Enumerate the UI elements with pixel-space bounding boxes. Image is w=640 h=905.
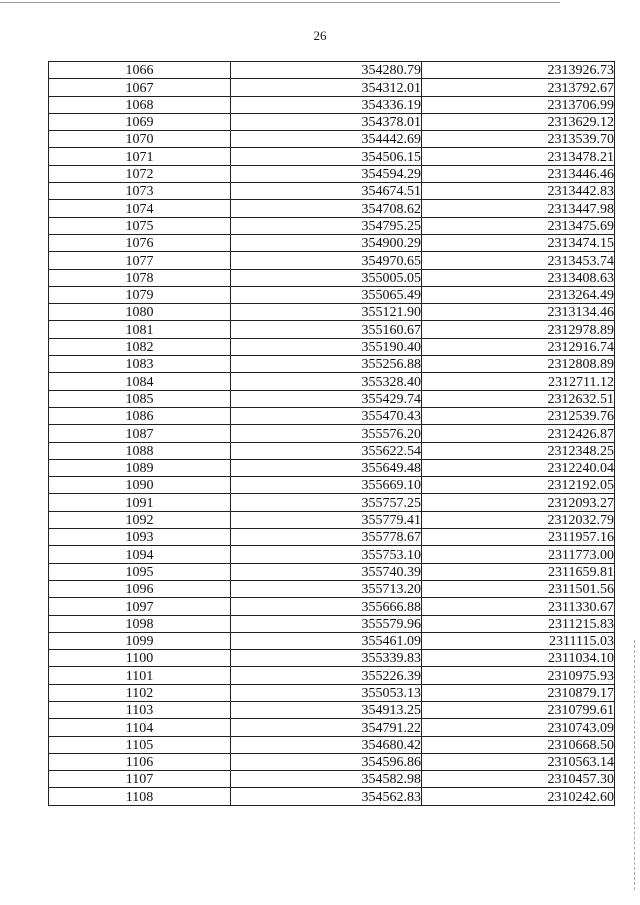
x-coordinate-cell: 354280.79 <box>231 62 422 79</box>
point-number-cell: 1066 <box>49 62 231 79</box>
x-coordinate-cell: 354900.29 <box>231 234 422 251</box>
point-number-cell: 1082 <box>49 338 231 355</box>
point-number-cell: 1073 <box>49 183 231 200</box>
point-number-cell: 1079 <box>49 286 231 303</box>
y-coordinate-cell: 2312348.25 <box>422 442 615 459</box>
x-coordinate-cell: 354562.83 <box>231 788 422 805</box>
point-number-cell: 1096 <box>49 580 231 597</box>
y-coordinate-cell: 2312711.12 <box>422 373 615 390</box>
y-coordinate-cell: 2313474.15 <box>422 234 615 251</box>
y-coordinate-cell: 2310457.30 <box>422 771 615 788</box>
y-coordinate-cell: 2312808.89 <box>422 356 615 373</box>
table-row <box>49 719 615 736</box>
y-coordinate-cell: 2313475.69 <box>422 217 615 234</box>
y-coordinate-cell: 2311330.67 <box>422 598 615 615</box>
point-number-cell: 1106 <box>49 753 231 770</box>
table-row <box>49 477 615 494</box>
table-row <box>49 96 615 113</box>
table-row <box>49 546 615 563</box>
table-row <box>49 356 615 373</box>
table-row <box>49 667 615 684</box>
x-coordinate-cell: 355779.41 <box>231 511 422 528</box>
x-coordinate-cell: 354674.51 <box>231 183 422 200</box>
x-coordinate-cell: 355339.83 <box>231 650 422 667</box>
x-coordinate-cell: 354378.01 <box>231 113 422 130</box>
table-row <box>49 217 615 234</box>
x-coordinate-cell: 354680.42 <box>231 736 422 753</box>
point-number-cell: 1087 <box>49 425 231 442</box>
x-coordinate-cell: 355328.40 <box>231 373 422 390</box>
table-row <box>49 321 615 338</box>
x-coordinate-cell: 355778.67 <box>231 529 422 546</box>
table-row <box>49 632 615 649</box>
scan-top-edge <box>0 2 560 3</box>
point-number-cell: 1101 <box>49 667 231 684</box>
x-coordinate-cell: 355160.67 <box>231 321 422 338</box>
coordinates-table <box>48 61 615 806</box>
point-number-cell: 1084 <box>49 373 231 390</box>
x-coordinate-cell: 355065.49 <box>231 286 422 303</box>
page-number: 26 <box>313 28 327 43</box>
table-row <box>49 390 615 407</box>
point-number-cell: 1080 <box>49 304 231 321</box>
scan-right-edge <box>634 640 635 890</box>
table-row <box>49 79 615 96</box>
y-coordinate-cell: 2311501.56 <box>422 580 615 597</box>
table-row <box>49 286 615 303</box>
point-number-cell: 1083 <box>49 356 231 373</box>
table-row <box>49 736 615 753</box>
table-row <box>49 511 615 528</box>
y-coordinate-cell: 2311115.03 <box>422 632 615 649</box>
y-coordinate-cell: 2313706.99 <box>422 96 615 113</box>
table-row <box>49 165 615 182</box>
x-coordinate-cell: 355470.43 <box>231 407 422 424</box>
y-coordinate-cell: 2312093.27 <box>422 494 615 511</box>
point-number-cell: 1069 <box>49 113 231 130</box>
x-coordinate-cell: 355753.10 <box>231 546 422 563</box>
x-coordinate-cell: 355622.54 <box>231 442 422 459</box>
y-coordinate-cell: 2313792.67 <box>422 79 615 96</box>
x-coordinate-cell: 355005.05 <box>231 269 422 286</box>
point-number-cell: 1103 <box>49 701 231 718</box>
x-coordinate-cell: 354506.15 <box>231 148 422 165</box>
x-coordinate-cell: 354795.25 <box>231 217 422 234</box>
x-coordinate-cell: 355256.88 <box>231 356 422 373</box>
table-row <box>49 304 615 321</box>
table-row <box>49 459 615 476</box>
point-number-cell: 1102 <box>49 684 231 701</box>
point-number-cell: 1100 <box>49 650 231 667</box>
table-row <box>49 494 615 511</box>
table-row <box>49 529 615 546</box>
point-number-cell: 1081 <box>49 321 231 338</box>
y-coordinate-cell: 2313453.74 <box>422 252 615 269</box>
table-row <box>49 563 615 580</box>
x-coordinate-cell: 354312.01 <box>231 79 422 96</box>
x-coordinate-cell: 355053.13 <box>231 684 422 701</box>
x-coordinate-cell: 354596.86 <box>231 753 422 770</box>
table-row <box>49 425 615 442</box>
x-coordinate-cell: 355649.48 <box>231 459 422 476</box>
y-coordinate-cell: 2313446.46 <box>422 165 615 182</box>
y-coordinate-cell: 2310242.60 <box>422 788 615 805</box>
x-coordinate-cell: 354791.22 <box>231 719 422 736</box>
table-row <box>49 62 615 79</box>
point-number-cell: 1077 <box>49 252 231 269</box>
table-row <box>49 598 615 615</box>
y-coordinate-cell: 2312032.79 <box>422 511 615 528</box>
x-coordinate-cell: 355740.39 <box>231 563 422 580</box>
point-number-cell: 1107 <box>49 771 231 788</box>
point-number-cell: 1070 <box>49 131 231 148</box>
x-coordinate-cell: 354970.65 <box>231 252 422 269</box>
x-coordinate-cell: 355226.39 <box>231 667 422 684</box>
x-coordinate-cell: 355121.90 <box>231 304 422 321</box>
point-number-cell: 1095 <box>49 563 231 580</box>
x-coordinate-cell: 355576.20 <box>231 425 422 442</box>
point-number-cell: 1104 <box>49 719 231 736</box>
y-coordinate-cell: 2311215.83 <box>422 615 615 632</box>
y-coordinate-cell: 2313408.63 <box>422 269 615 286</box>
y-coordinate-cell: 2310975.93 <box>422 667 615 684</box>
x-coordinate-cell: 355757.25 <box>231 494 422 511</box>
point-number-cell: 1068 <box>49 96 231 113</box>
table-row <box>49 200 615 217</box>
table-row <box>49 442 615 459</box>
point-number-cell: 1090 <box>49 477 231 494</box>
x-coordinate-cell: 355190.40 <box>231 338 422 355</box>
table-row <box>49 753 615 770</box>
x-coordinate-cell: 355666.88 <box>231 598 422 615</box>
y-coordinate-cell: 2313442.83 <box>422 183 615 200</box>
y-coordinate-cell: 2311034.10 <box>422 650 615 667</box>
y-coordinate-cell: 2312240.04 <box>422 459 615 476</box>
x-coordinate-cell: 355429.74 <box>231 390 422 407</box>
point-number-cell: 1092 <box>49 511 231 528</box>
x-coordinate-cell: 354442.69 <box>231 131 422 148</box>
table-row <box>49 615 615 632</box>
point-number-cell: 1076 <box>49 234 231 251</box>
table-row <box>49 788 615 805</box>
point-number-cell: 1075 <box>49 217 231 234</box>
y-coordinate-cell: 2311659.81 <box>422 563 615 580</box>
x-coordinate-cell: 355669.10 <box>231 477 422 494</box>
table-row <box>49 113 615 130</box>
point-number-cell: 1108 <box>49 788 231 805</box>
point-number-cell: 1086 <box>49 407 231 424</box>
point-number-cell: 1099 <box>49 632 231 649</box>
table-row <box>49 338 615 355</box>
table-row <box>49 684 615 701</box>
point-number-cell: 1094 <box>49 546 231 563</box>
y-coordinate-cell: 2312539.76 <box>422 407 615 424</box>
y-coordinate-cell: 2312192.05 <box>422 477 615 494</box>
y-coordinate-cell: 2310563.14 <box>422 753 615 770</box>
point-number-cell: 1089 <box>49 459 231 476</box>
y-coordinate-cell: 2313629.12 <box>422 113 615 130</box>
y-coordinate-cell: 2313134.46 <box>422 304 615 321</box>
y-coordinate-cell: 2312426.87 <box>422 425 615 442</box>
table-row <box>49 373 615 390</box>
table-row <box>49 183 615 200</box>
point-number-cell: 1072 <box>49 165 231 182</box>
table-row <box>49 234 615 251</box>
table-row <box>49 701 615 718</box>
y-coordinate-cell: 2312632.51 <box>422 390 615 407</box>
point-number-cell: 1105 <box>49 736 231 753</box>
y-coordinate-cell: 2313447.98 <box>422 200 615 217</box>
point-number-cell: 1085 <box>49 390 231 407</box>
y-coordinate-cell: 2313926.73 <box>422 62 615 79</box>
x-coordinate-cell: 354594.29 <box>231 165 422 182</box>
x-coordinate-cell: 354582.98 <box>231 771 422 788</box>
coordinates-table-body <box>49 62 615 806</box>
x-coordinate-cell: 354913.25 <box>231 701 422 718</box>
x-coordinate-cell: 355579.96 <box>231 615 422 632</box>
y-coordinate-cell: 2312978.89 <box>422 321 615 338</box>
point-number-cell: 1071 <box>49 148 231 165</box>
x-coordinate-cell: 354336.19 <box>231 96 422 113</box>
point-number-cell: 1074 <box>49 200 231 217</box>
x-coordinate-cell: 355461.09 <box>231 632 422 649</box>
x-coordinate-cell: 354708.62 <box>231 200 422 217</box>
point-number-cell: 1093 <box>49 529 231 546</box>
table-row <box>49 252 615 269</box>
y-coordinate-cell: 2310743.09 <box>422 719 615 736</box>
table-row <box>49 407 615 424</box>
y-coordinate-cell: 2311773.00 <box>422 546 615 563</box>
table-row <box>49 650 615 667</box>
table-row <box>49 148 615 165</box>
point-number-cell: 1078 <box>49 269 231 286</box>
y-coordinate-cell: 2313478.21 <box>422 148 615 165</box>
table-row <box>49 580 615 597</box>
point-number-cell: 1098 <box>49 615 231 632</box>
point-number-cell: 1097 <box>49 598 231 615</box>
point-number-cell: 1088 <box>49 442 231 459</box>
table-row <box>49 771 615 788</box>
table-row <box>49 131 615 148</box>
y-coordinate-cell: 2311957.16 <box>422 529 615 546</box>
point-number-cell: 1091 <box>49 494 231 511</box>
point-number-cell: 1067 <box>49 79 231 96</box>
y-coordinate-cell: 2313264.49 <box>422 286 615 303</box>
y-coordinate-cell: 2312916.74 <box>422 338 615 355</box>
table-row <box>49 269 615 286</box>
y-coordinate-cell: 2310879.17 <box>422 684 615 701</box>
y-coordinate-cell: 2313539.70 <box>422 131 615 148</box>
y-coordinate-cell: 2310799.61 <box>422 701 615 718</box>
x-coordinate-cell: 355713.20 <box>231 580 422 597</box>
y-coordinate-cell: 2310668.50 <box>422 736 615 753</box>
